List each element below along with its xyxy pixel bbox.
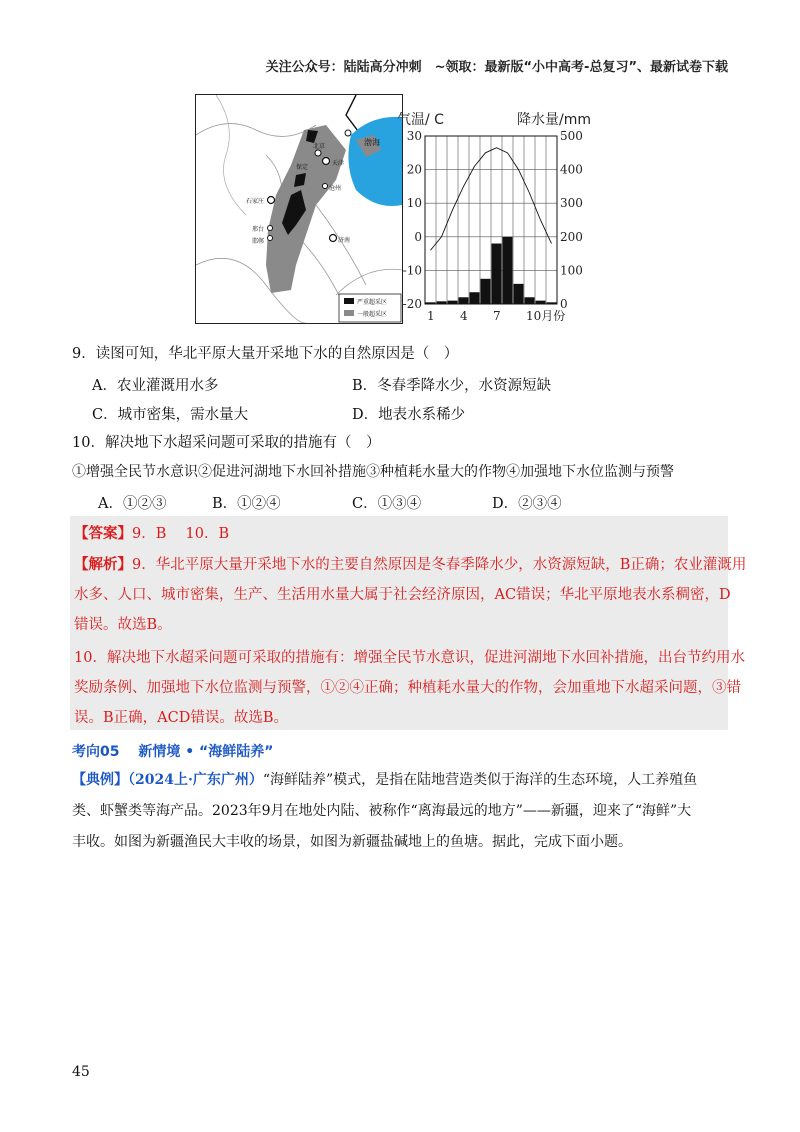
svg-text:保定: 保定	[296, 164, 309, 171]
q9-option-a: A．农业灌溉用水多	[92, 378, 219, 394]
svg-text:邯郸: 邯郸	[252, 238, 265, 245]
q10-option-c: C．①③④	[352, 496, 422, 512]
precip-bar	[525, 297, 535, 304]
precip-bar	[437, 301, 447, 304]
temp-tick-label: 20	[406, 162, 422, 177]
svg-text:沧州: 沧州	[329, 185, 342, 192]
legend-severe: 严重超采区	[357, 299, 388, 306]
q10-option-a: A．①②③	[98, 496, 167, 512]
precip-bar	[514, 284, 524, 304]
q10-stem: 10．解决地下水超采问题可采取的措施有（ ）	[72, 435, 381, 451]
precip-tick-label: 300	[560, 196, 583, 211]
precip-tick-label: 400	[560, 162, 583, 177]
general-overdraft-region	[266, 125, 346, 293]
legend-general: 一般超采区	[357, 311, 388, 318]
precip-bar	[547, 302, 557, 304]
q10-option-b: B．①②④	[212, 496, 281, 512]
temp-tick-label: 30	[406, 129, 422, 143]
q9-stem: 9．读图可知，华北平原大量开采地下水的自然原因是（ ）	[72, 346, 459, 362]
temp-tick-label: 10	[406, 196, 422, 211]
svg-text:济南: 济南	[338, 237, 351, 244]
answer-block	[70, 516, 747, 730]
precip-bar	[448, 301, 458, 304]
q10-option-d: D．②③④	[492, 496, 562, 512]
precip-bar	[503, 237, 513, 304]
svg-text:北京: 北京	[313, 143, 326, 150]
analysis-line-5: 奖励条例、加强地下水位监测与预警，①②④正确；种植耗水量大的作物，会加重地下水超采问题，③错	[74, 680, 741, 696]
temp-tick-label: -10	[402, 263, 422, 278]
example-line-3: 丰收。如图为新疆渔民大丰收的场景，如图为新疆盐碱地上的鱼塘。据此，完成下面小题。	[72, 834, 632, 850]
precip-tick-label: 500	[560, 129, 583, 143]
right-axis-label: 降水量/mm	[517, 112, 591, 128]
precip-bar	[481, 279, 491, 304]
precip-tick-label: 100	[560, 263, 583, 278]
temp-tick-label: -20	[402, 297, 422, 311]
precip-bar	[426, 302, 436, 304]
map-sea-label: 渤海	[364, 138, 380, 147]
q9-option-d: D．地表水系稀少	[352, 407, 466, 423]
q9-option-b: B．冬春季降水少，水资源短缺	[352, 378, 552, 394]
x-tick-label: 10月份	[526, 309, 566, 323]
analysis-line-3: 错误。故选B。	[74, 617, 172, 633]
section-title: 考向05 新情境 • “海鲜陆养”	[72, 744, 274, 760]
analysis-line-2: 水多、人口、城市密集，生产、生活用水量大属于社会经济原因，AC错误；华北平原地表水系稠密，D	[74, 587, 731, 603]
north-china-map	[195, 94, 403, 324]
svg-text:天津: 天津	[332, 160, 345, 167]
analysis-line-6: 误。B正确，ACD错误。故选B。	[74, 710, 289, 726]
bohai-sea	[348, 117, 402, 206]
precip-tick-label: 0	[560, 297, 568, 311]
analysis-line-4: 10．解决地下水超采问题可采取的措施有：增强全民节水意识，促进河湖地下水回补措施，出台节约用水	[74, 650, 745, 666]
analysis-line-1: 【解析】9．华北平原大量开采地下水的主要自然原因是冬春季降水少，水资源短缺，B正确；农业灌溉用	[74, 556, 747, 573]
answer-line: 【答案】9．B 10．B	[74, 525, 230, 542]
precip-bar	[536, 301, 546, 304]
precip-bar	[492, 244, 502, 304]
page-header: 关注公众号：陆陆高分冲刺 ~领取：最新版“小中高考-总复习”、最新试卷下载	[265, 60, 728, 75]
precip-tick-label: 200	[560, 229, 583, 244]
x-tick-label: 7	[493, 309, 501, 323]
example-line-2: 类、虾蟹类等海产品。2023年9月在地处内陆、被称作“离海最远的地方”——新疆，迎来了“海鲜”大	[72, 803, 692, 819]
precip-bar	[459, 297, 469, 304]
page-number: 45	[72, 1064, 90, 1080]
figure-row	[195, 94, 615, 326]
x-tick-label: 4	[460, 309, 468, 323]
q10-items: ①增强全民节水意识②促进河湖地下水回补措施③种植耗水量大的作物④加强地下水位监测与预警	[72, 464, 674, 480]
x-tick-label: 1	[427, 309, 435, 323]
svg-text:邢台: 邢台	[252, 226, 265, 233]
svg-text:石家庄: 石家庄	[246, 198, 265, 205]
q9-option-c: C．城市密集，需水量大	[92, 407, 249, 423]
example-line-1: 【典例】（2024上·广东广州）“海鲜陆养”模式，是指在陆地营造类似于海洋的生态环境，人工养殖鱼	[72, 772, 698, 788]
left-axis-label: 气温/ C	[397, 112, 444, 128]
climate-chart	[397, 102, 614, 328]
precip-bar	[470, 292, 480, 304]
temp-tick-label: 0	[414, 229, 422, 244]
